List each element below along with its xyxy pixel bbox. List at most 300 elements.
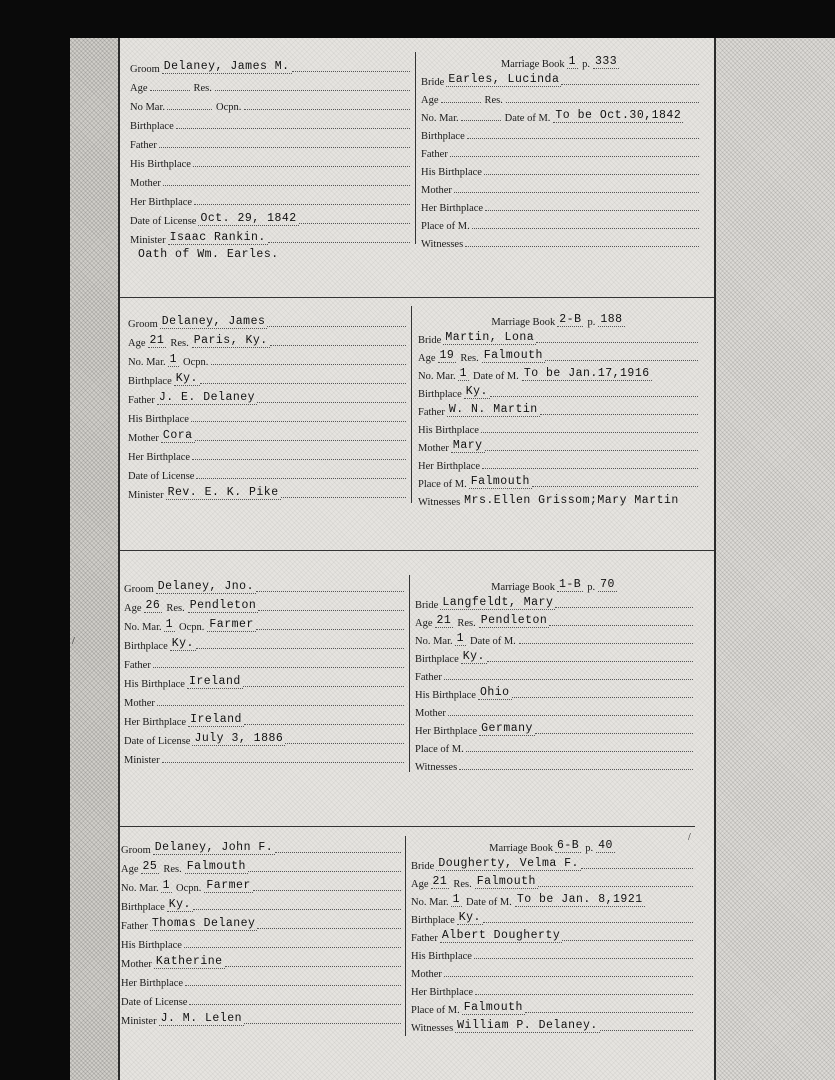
- witnesses-row: [418, 490, 698, 508]
- place-of-marriage: Falmouth: [463, 1001, 523, 1014]
- field-label: Res.: [170, 338, 189, 349]
- mother-row: [128, 426, 406, 444]
- field-label: Her Birthplace: [124, 717, 187, 728]
- dotted-fill-line: [275, 852, 401, 853]
- scan-mark: /: [72, 636, 75, 647]
- bride-name: Langfeldt, Mary: [442, 596, 554, 609]
- bride-age: 19: [439, 349, 455, 362]
- card-note: Oath of Wm. Earles.: [138, 248, 279, 261]
- field-label: Date of M.: [466, 897, 512, 908]
- dotted-fill-line: [562, 940, 693, 941]
- birthplace-row: [130, 114, 410, 132]
- dotted-fill-line: [189, 1004, 401, 1005]
- field-label: Date of M.: [470, 636, 516, 647]
- dotted-fill-line: [465, 246, 699, 247]
- dotted-fill-line: [176, 128, 410, 129]
- field-label: Bride: [418, 335, 442, 346]
- field-label: Ocpn.: [176, 883, 202, 894]
- birthplace-row: [418, 382, 698, 400]
- groom-column: [121, 836, 401, 1031]
- field-label: Ocpn.: [179, 622, 205, 633]
- field-label: Res.: [163, 864, 182, 875]
- her-birthplace: Germany: [481, 722, 533, 735]
- field-label: Minister: [124, 755, 160, 766]
- field-label: Birthplace: [130, 121, 174, 132]
- his-birthplace-row: [421, 160, 699, 178]
- her-birthplace-row: [421, 196, 699, 214]
- birthplace-row: [128, 369, 406, 387]
- field-label: No Mar.: [130, 102, 165, 113]
- groom-residence: Pendleton: [189, 599, 257, 612]
- field-label: Birthplace: [124, 641, 168, 652]
- field-label: His Birthplace: [124, 679, 185, 690]
- birthplace-row: [421, 124, 699, 142]
- dotted-fill-line: [466, 751, 693, 752]
- page-number: 333: [594, 55, 618, 68]
- dotted-fill-line: [540, 414, 698, 415]
- book-number: 6-B: [556, 839, 580, 852]
- birthplace-row: [124, 634, 404, 652]
- field-label: No. Mar.: [124, 622, 162, 633]
- father-row: [124, 653, 404, 671]
- minister-name: J. M. Lelen: [160, 1012, 243, 1025]
- dotted-fill-line: [184, 947, 401, 948]
- marriage-book-row: [411, 836, 693, 854]
- dotted-fill-line: [225, 966, 401, 967]
- book-number: 1-B: [558, 578, 582, 591]
- bride-row: [411, 854, 693, 872]
- dotted-fill-line: [484, 174, 699, 175]
- field-label: Mother: [411, 969, 442, 980]
- bride-residence: Falmouth: [483, 349, 543, 362]
- dotted-fill-line: [193, 909, 401, 910]
- date-of-license: Oct. 29, 1842: [200, 212, 297, 225]
- marriage-record-card: [128, 306, 703, 506]
- field-label: Marriage Book: [500, 59, 565, 70]
- father-row: [121, 914, 401, 932]
- field-label: Bride: [415, 600, 439, 611]
- card-separator: [120, 826, 695, 827]
- field-label: Age: [411, 879, 429, 890]
- field-label: Father: [411, 933, 438, 944]
- field-label: Father: [415, 672, 442, 683]
- bride-age: 21: [436, 614, 452, 627]
- field-label: Res.: [453, 879, 472, 890]
- dotted-fill-line: [248, 871, 401, 872]
- dotted-fill-line: [256, 629, 404, 630]
- groom-age: 25: [142, 860, 158, 873]
- field-label: p.: [587, 317, 596, 328]
- field-label: Ocpn.: [183, 357, 209, 368]
- groom-name: Delaney, Jno.: [157, 580, 254, 593]
- no-mar-row: [415, 629, 693, 647]
- bride-birthplace: Ky.: [458, 911, 481, 924]
- field-label: Her Birthplace: [421, 203, 484, 214]
- bride-name: Martin, Lona: [445, 331, 535, 344]
- dotted-fill-line: [512, 697, 693, 698]
- father-row: [128, 388, 406, 406]
- her-birthplace-row: [124, 710, 404, 728]
- field-label: Marriage Book: [489, 843, 553, 854]
- dotted-fill-line: [483, 922, 693, 923]
- bride-column: [421, 52, 699, 250]
- bride-birthplace: Ky.: [465, 385, 488, 398]
- witnesses-row: [411, 1016, 693, 1034]
- marriage-book-row: [421, 52, 699, 70]
- groom-birthplace: Ky.: [171, 637, 194, 650]
- field-label: Place of M.: [418, 479, 467, 490]
- dotted-fill-line: [244, 109, 410, 110]
- dotted-fill-line: [285, 743, 404, 744]
- his-birthplace-row: [124, 672, 404, 690]
- field-label: Res.: [484, 95, 503, 106]
- no-mar-row: [418, 364, 698, 382]
- groom-residence: Paris, Ky.: [193, 334, 268, 347]
- dotted-fill-line: [150, 90, 190, 91]
- her-birthplace-row: [130, 190, 410, 208]
- field-label: Father: [128, 395, 155, 406]
- bride-row: [415, 593, 693, 611]
- dotted-fill-line: [162, 762, 404, 763]
- date-of-marriage: To be Jan. 8,1921: [516, 893, 643, 906]
- dotted-fill-line: [257, 928, 401, 929]
- book-number: 1: [568, 55, 577, 68]
- field-label: Age: [415, 618, 433, 629]
- field-label: Birthplace: [415, 654, 459, 665]
- dotted-fill-line: [196, 478, 406, 479]
- age-res-row: [418, 346, 698, 364]
- page-number: 40: [598, 839, 613, 852]
- birthplace-row: [411, 908, 693, 926]
- groom-age: 26: [145, 599, 161, 612]
- groom-name: Delaney, John F.: [154, 841, 274, 854]
- groom-no-mar: 1: [162, 879, 171, 892]
- field-label: His Birthplace: [128, 414, 189, 425]
- his-birthplace-row: [121, 933, 401, 951]
- dotted-fill-line: [472, 228, 699, 229]
- scan-mark: /: [688, 832, 691, 843]
- dotted-fill-line: [561, 84, 699, 85]
- birthplace-row: [121, 895, 401, 913]
- dotted-fill-line: [485, 210, 699, 211]
- field-label: Minister: [128, 490, 164, 501]
- groom-row: [130, 57, 410, 75]
- field-label: His Birthplace: [421, 167, 482, 178]
- dotted-fill-line: [487, 661, 693, 662]
- field-label: Father: [418, 407, 445, 418]
- card-separator: [120, 297, 714, 298]
- marriage-record-card: [124, 575, 699, 775]
- field-label: No. Mar.: [128, 357, 166, 368]
- field-label: Age: [128, 338, 146, 349]
- age-res-row: [411, 872, 693, 890]
- field-label: Mother: [128, 433, 159, 444]
- age-res-row: [415, 611, 693, 629]
- bride-row: [418, 328, 698, 346]
- book-number: 2-B: [559, 313, 582, 326]
- his-birthplace-row: [411, 944, 693, 962]
- dotted-fill-line: [257, 402, 406, 403]
- field-label: Her Birthplace: [418, 461, 481, 472]
- bride-residence: Pendleton: [480, 614, 548, 627]
- father-row: [421, 142, 699, 160]
- witnesses-row: [415, 755, 693, 773]
- card-edge-left: [118, 38, 120, 1080]
- date-of-license: July 3, 1886: [194, 732, 284, 745]
- minister-row: [130, 228, 410, 246]
- field-label: Minister: [130, 235, 166, 246]
- father-row: [411, 926, 693, 944]
- dotted-fill-line: [244, 724, 404, 725]
- field-label: His Birthplace: [411, 951, 472, 962]
- field-label: Age: [418, 353, 436, 364]
- groom-occupation: Farmer: [206, 879, 251, 892]
- groom-father: Thomas Delaney: [151, 917, 256, 930]
- field-label: Bride: [421, 77, 445, 88]
- field-label: Her Birthplace: [415, 726, 478, 737]
- witnesses-names: William P. Delaney.: [457, 1019, 598, 1032]
- dotted-fill-line: [485, 450, 698, 451]
- scan-margin-left: [70, 38, 118, 1080]
- card-edge-right: [714, 38, 716, 1080]
- field-label: His Birthplace: [418, 425, 479, 436]
- groom-row: [121, 838, 401, 856]
- field-label: Date of License: [124, 736, 191, 747]
- field-label: Her Birthplace: [411, 987, 474, 998]
- field-label: No. Mar.: [411, 897, 449, 908]
- dotted-fill-line: [191, 421, 406, 422]
- field-label: His Birthplace: [121, 940, 182, 951]
- dotted-fill-line: [506, 102, 699, 103]
- place-of-m-row: [411, 998, 693, 1016]
- dotted-fill-line: [243, 686, 404, 687]
- groom-name: Delaney, James M.: [163, 60, 290, 73]
- groom-column: [130, 52, 410, 246]
- card-separator: [120, 550, 714, 551]
- field-label: Place of M.: [421, 221, 470, 232]
- date-of-license-row: [130, 209, 410, 227]
- field-label: His Birthplace: [130, 159, 191, 170]
- dotted-fill-line: [459, 769, 693, 770]
- marriage-record-card: [130, 52, 705, 261]
- field-label: Father: [121, 921, 148, 932]
- groom-mother: Cora: [162, 429, 193, 442]
- field-label: Marriage Book: [491, 317, 556, 328]
- no-mar-row: [130, 95, 410, 113]
- groom-column: [128, 306, 406, 501]
- his-birthplace: Ohio: [479, 686, 510, 699]
- field-label: Age: [124, 603, 142, 614]
- minister-row: [121, 1009, 401, 1027]
- dotted-fill-line: [481, 432, 698, 433]
- no-mar-row: [124, 615, 404, 633]
- field-label: Groom: [121, 845, 151, 856]
- dotted-fill-line: [474, 958, 693, 959]
- page-number: 70: [600, 578, 615, 591]
- bride-mother: Mary: [452, 439, 483, 452]
- groom-no-mar: 1: [169, 353, 178, 366]
- groom-age: 21: [149, 334, 165, 347]
- date-of-license-row: [124, 729, 404, 747]
- field-label: Birthplace: [128, 376, 172, 387]
- field-label: Mother: [130, 178, 161, 189]
- groom-birthplace: Ky.: [168, 898, 191, 911]
- groom-name: Delaney, James: [161, 315, 266, 328]
- page-number: 188: [600, 313, 623, 326]
- dotted-fill-line: [163, 185, 410, 186]
- dotted-fill-line: [270, 345, 406, 346]
- age-res-row: [130, 76, 410, 94]
- dotted-fill-line: [532, 486, 698, 487]
- bride-age: 21: [432, 875, 448, 888]
- field-label: No. Mar.: [418, 371, 456, 382]
- marriage-book-row: [415, 575, 693, 593]
- her-birthplace-row: [415, 719, 693, 737]
- dotted-fill-line: [490, 396, 698, 397]
- no-mar-row: [421, 106, 699, 124]
- mother-row: [418, 436, 698, 454]
- field-label: Res.: [460, 353, 479, 364]
- dotted-fill-line: [448, 715, 693, 716]
- dotted-fill-line: [211, 364, 406, 365]
- field-label: Res.: [457, 618, 476, 629]
- his-birthplace-row: [130, 152, 410, 170]
- field-label: Her Birthplace: [121, 978, 184, 989]
- field-label: Date of License: [130, 216, 197, 227]
- age-res-row: [128, 331, 406, 349]
- dotted-fill-line: [256, 591, 404, 592]
- groom-column: [124, 575, 404, 770]
- groom-row: [124, 577, 404, 595]
- date-of-marriage: To be Oct.30,1842: [555, 109, 682, 122]
- dotted-fill-line: [244, 1023, 401, 1024]
- father-row: [130, 133, 410, 151]
- dotted-fill-line: [450, 156, 699, 157]
- dotted-fill-line: [482, 468, 698, 469]
- dotted-fill-line: [268, 242, 410, 243]
- mother-row: [130, 171, 410, 189]
- father-row: [418, 400, 698, 418]
- date-of-marriage: To be Jan.17,1916: [523, 367, 650, 380]
- minister-name: Rev. E. K. Pike: [167, 486, 279, 499]
- field-label: Age: [130, 83, 148, 94]
- date-of-license-row: [121, 990, 401, 1008]
- witnesses-names: Mrs.Ellen Grissom;Mary Martin: [464, 494, 679, 507]
- her-birthplace-row: [128, 445, 406, 463]
- bride-name: Earles, Lucinda: [448, 73, 560, 86]
- groom-no-mar: 1: [165, 618, 174, 631]
- field-label: Witnesses: [411, 1023, 454, 1034]
- dotted-fill-line: [467, 138, 699, 139]
- field-label: p.: [587, 582, 596, 593]
- groom-residence: Falmouth: [186, 860, 246, 873]
- place-of-m-row: [418, 472, 698, 490]
- column-divider: [411, 306, 412, 503]
- dotted-fill-line: [525, 1012, 693, 1013]
- dotted-fill-line: [444, 976, 693, 977]
- column-divider: [409, 575, 410, 772]
- field-label: Witnesses: [418, 497, 461, 508]
- field-label: Age: [121, 864, 139, 875]
- dotted-fill-line: [193, 166, 410, 167]
- witnesses-row: [421, 232, 699, 250]
- dotted-fill-line: [167, 109, 212, 110]
- age-res-row: [121, 857, 401, 875]
- dotted-fill-line: [549, 625, 693, 626]
- minister-row: [128, 483, 406, 501]
- marriage-book-row: [418, 310, 698, 328]
- mother-row: [121, 952, 401, 970]
- groom-birthplace: Ky.: [175, 372, 198, 385]
- field-label: p.: [585, 843, 594, 854]
- age-res-row: [124, 596, 404, 614]
- field-label: Groom: [128, 319, 158, 330]
- her-birthplace: Ireland: [190, 713, 242, 726]
- field-label: p.: [582, 59, 590, 70]
- no-mar-row: [121, 876, 401, 894]
- place-of-marriage: Falmouth: [470, 475, 530, 488]
- his-birthplace-row: [418, 418, 698, 436]
- dotted-fill-line: [253, 890, 401, 891]
- field-label: Mother: [418, 443, 449, 454]
- dotted-fill-line: [292, 71, 410, 72]
- groom-father: J. E. Delaney: [158, 391, 256, 404]
- bride-column: [418, 306, 698, 508]
- field-label: Mother: [415, 708, 446, 719]
- field-label: Minister: [121, 1016, 157, 1027]
- his-birthplace-row: [415, 683, 693, 701]
- dotted-fill-line: [299, 223, 410, 224]
- bride-name: Dougherty, Velma F.: [438, 857, 579, 870]
- dotted-fill-line: [185, 985, 401, 986]
- bride-residence: Falmouth: [476, 875, 536, 888]
- mother-row: [415, 701, 693, 719]
- scan-margin-right: [716, 38, 835, 1080]
- column-divider: [415, 52, 416, 244]
- field-label: Place of M.: [415, 744, 464, 755]
- her-birthplace-row: [418, 454, 698, 472]
- dotted-fill-line: [196, 648, 404, 649]
- dotted-fill-line: [444, 679, 693, 680]
- dotted-fill-line: [192, 459, 406, 460]
- bride-father: Albert Dougherty: [441, 929, 561, 942]
- field-label: No. Mar.: [421, 113, 459, 124]
- dotted-fill-line: [475, 994, 693, 995]
- dotted-fill-line: [581, 868, 693, 869]
- dotted-fill-line: [200, 383, 406, 384]
- field-label: Father: [124, 660, 151, 671]
- place-of-m-row: [421, 214, 699, 232]
- her-birthplace-row: [411, 980, 693, 998]
- bride-row: [421, 70, 699, 88]
- dotted-fill-line: [194, 204, 410, 205]
- field-label: Witnesses: [415, 762, 458, 773]
- minister-row: [124, 748, 404, 766]
- field-label: Res.: [166, 603, 185, 614]
- field-label: Birthplace: [418, 389, 462, 400]
- bride-column: [415, 575, 693, 773]
- field-label: Date of M.: [473, 371, 519, 382]
- mother-row: [124, 691, 404, 709]
- no-mar-row: [411, 890, 693, 908]
- his-birthplace-row: [128, 407, 406, 425]
- dotted-fill-line: [555, 607, 693, 608]
- bride-no-mar: 1: [452, 893, 461, 906]
- place-of-m-row: [415, 737, 693, 755]
- his-birthplace: Ireland: [188, 675, 241, 688]
- marriage-record-card: [121, 836, 699, 1036]
- column-divider: [405, 836, 406, 1036]
